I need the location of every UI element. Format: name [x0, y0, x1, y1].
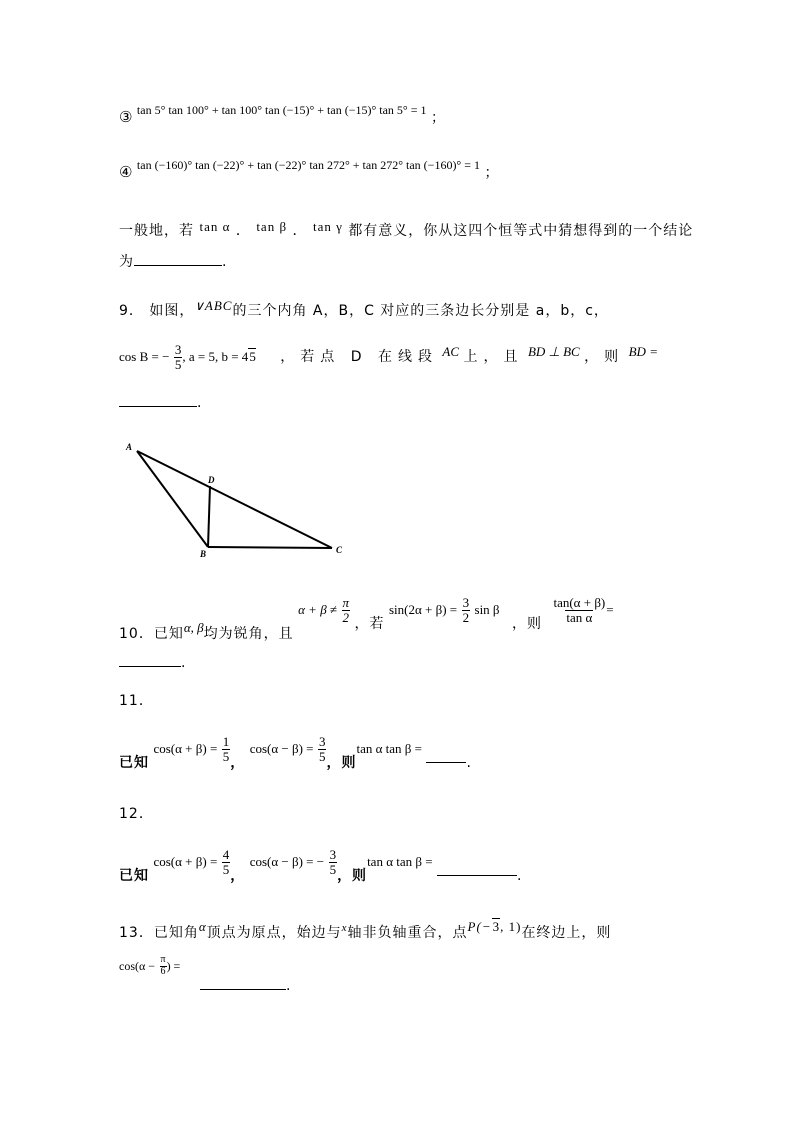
text: ．: [235, 223, 251, 239]
text: 上，且: [463, 349, 524, 366]
point-end: , 1): [500, 919, 522, 934]
answer-blank[interactable]: [437, 863, 517, 876]
text: .: [517, 868, 523, 885]
denominator: 6: [160, 965, 166, 977]
question-12-number: [119, 803, 154, 823]
text: 在终边上，则: [521, 925, 612, 941]
text: ，则: [337, 868, 368, 885]
answer-blank[interactable]: [200, 977, 286, 990]
identity-4: [119, 158, 500, 182]
text: .: [286, 978, 292, 994]
question-number: 9．: [119, 303, 144, 319]
general-statement: [119, 220, 693, 240]
question-10-line1: [119, 595, 614, 643]
vertex-c-label: C: [336, 545, 343, 555]
identity-3: [119, 103, 446, 127]
answer-blank[interactable]: [119, 654, 181, 667]
point-p: P(−: [467, 919, 492, 934]
cos-diff: cos(α − β) =: [249, 741, 314, 757]
item-marker: ④: [119, 163, 133, 181]
text: 轴非负轴重合，点: [347, 925, 468, 941]
denominator: 2: [342, 609, 350, 625]
cos-diff: cos(α − β) = −: [249, 854, 325, 870]
question-number: 10．: [119, 626, 154, 643]
text: ，若点 D 在线段: [280, 349, 438, 366]
vertex-d-label: D: [208, 475, 215, 485]
side-values: , a = 5, b = 4: [182, 349, 249, 365]
denominator: tan α: [566, 609, 593, 625]
punctuation: ；: [430, 110, 446, 126]
equation-rhs: sin β: [474, 602, 500, 618]
numerator: 4: [222, 847, 230, 862]
cos-expr: cos(α −: [119, 959, 156, 973]
denominator: 5: [174, 356, 182, 372]
answer-blank[interactable]: [426, 750, 466, 763]
text: .: [222, 254, 228, 270]
punctuation: ；: [484, 165, 500, 181]
fraction: [160, 955, 167, 977]
question-9-line2: [119, 343, 658, 371]
answer-blank[interactable]: [119, 394, 197, 407]
item-marker: ③: [119, 108, 133, 126]
question-13-answer: [200, 977, 291, 994]
question-9-answer: [119, 394, 202, 411]
sqrt-three: 3: [492, 919, 501, 934]
question-13-line2: [119, 955, 180, 977]
numerator: tan(α + β): [553, 595, 606, 610]
math-expr: tan α: [199, 219, 231, 234]
math-expr: tan γ: [312, 219, 343, 234]
question-9-line1: [119, 300, 609, 320]
text: 已知: [153, 626, 184, 643]
text: ，若: [354, 616, 385, 633]
text: ，则: [512, 616, 543, 633]
alpha: α: [198, 919, 207, 934]
numerator: π: [160, 954, 166, 965]
target-expr: tan α tan β =: [356, 741, 422, 757]
text: 都有意义，你从这四个恒等式中猜想得到的一个结论: [348, 223, 694, 239]
target-expr: tan α tan β =: [367, 854, 433, 870]
fraction: [329, 848, 338, 876]
numerator: 3: [318, 734, 326, 749]
target-fraction: [552, 596, 606, 624]
cos-b: cos B = −: [119, 349, 170, 365]
bd-expression: BD =: [628, 344, 658, 360]
text: 一般地，若: [119, 223, 194, 239]
numerator: 1: [222, 734, 230, 749]
condition-lhs: α + β ≠: [298, 602, 338, 618]
identity-formula: tan (−160)° tan (−22)° + tan (−22)° tan 272° + tan 272° tan (−160)° = 1: [136, 158, 481, 172]
answer-blank[interactable]: [134, 253, 222, 266]
question-11-body: [119, 734, 472, 772]
question-number: 13．: [119, 925, 154, 941]
text: 的三个内角 A，B，C 对应的三条边长分别是 a，b，c，: [232, 303, 609, 319]
perp-condition: BD ⊥ BC: [527, 344, 580, 360]
question-13-line1: [119, 919, 612, 942]
text: 如图，: [149, 303, 195, 319]
denominator: 5: [222, 861, 230, 877]
numerator: 3: [462, 595, 470, 610]
vertex-a-label: A: [126, 442, 133, 452]
denominator: 5: [329, 861, 337, 877]
text: ，: [230, 868, 246, 885]
cos-sum: cos(α + β) =: [153, 854, 218, 870]
numerator: 3: [174, 342, 182, 357]
question-number: 11．: [119, 693, 154, 709]
alpha-beta: α, β: [183, 620, 204, 636]
vertex-b-label: B: [200, 549, 207, 559]
numerator: π: [342, 595, 350, 610]
general-answer-line: [119, 251, 227, 271]
text: 已知角: [153, 925, 199, 941]
equals: =: [606, 602, 614, 618]
denominator: 5: [318, 748, 326, 764]
text: 顶点为原点，始边与: [206, 925, 342, 941]
triangle-label: ∨ABC: [194, 298, 233, 313]
question-12-body: [119, 847, 523, 885]
text: .: [466, 755, 472, 772]
fraction: [462, 596, 471, 624]
denominator: 2: [462, 609, 470, 625]
cos-sum: cos(α + β) =: [153, 741, 218, 757]
text: ．: [292, 223, 308, 239]
fraction: [222, 848, 231, 876]
text: 已知: [119, 755, 149, 772]
text: ，则: [326, 755, 357, 772]
equation-lhs: sin(2α + β) =: [388, 602, 458, 618]
numerator: 3: [329, 847, 337, 862]
text: 已知: [119, 868, 149, 885]
question-10-answer: [119, 654, 186, 671]
question-number: 12．: [119, 806, 154, 822]
fraction: [342, 596, 351, 624]
text: 均为锐角，且: [203, 626, 294, 643]
triangle-figure: [120, 437, 355, 562]
math-expr: tan β: [256, 219, 288, 234]
fraction: [222, 735, 231, 763]
text: .: [181, 655, 187, 671]
cos-expr-end: ) =: [166, 959, 181, 973]
identity-formula: tan 5° tan 100° + tan 100° tan (−15)° + tan (−15)° tan 5° = 1: [136, 103, 427, 117]
text: ，: [230, 755, 246, 772]
sqrt-five: 5: [249, 349, 256, 365]
x-variable: x: [341, 922, 348, 934]
text: ，则: [584, 349, 625, 366]
text: 为: [119, 254, 134, 270]
question-11-number: [119, 690, 154, 710]
denominator: 5: [222, 748, 230, 764]
segment-ac: AC: [442, 344, 460, 360]
text: .: [197, 395, 203, 411]
